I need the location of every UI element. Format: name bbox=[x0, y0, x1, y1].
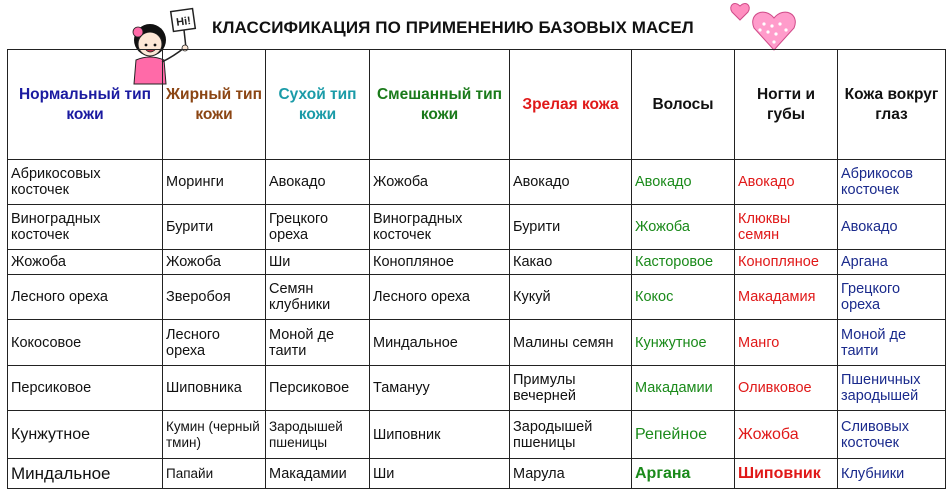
column-header: Нормальный тип кожи bbox=[8, 50, 163, 160]
table-cell: Миндальное bbox=[370, 320, 510, 366]
table-cell: Бурити bbox=[163, 205, 266, 250]
table-cell: Манго bbox=[735, 320, 838, 366]
table-cell: Ши bbox=[266, 250, 370, 275]
oils-classification-table bbox=[7, 49, 946, 489]
table-cell: Жожоба bbox=[735, 411, 838, 459]
table-cell: Аргана bbox=[632, 459, 735, 489]
table-cell: Моной де таити bbox=[266, 320, 370, 366]
table-cell: Примулы вечерней bbox=[510, 366, 632, 411]
table-cell: Шиповник bbox=[370, 411, 510, 459]
table-cell: Персиковое bbox=[8, 366, 163, 411]
table-cell: Тамануу bbox=[370, 366, 510, 411]
table-cell: Жожоба bbox=[163, 250, 266, 275]
table-row bbox=[8, 320, 946, 366]
table-cell: Зародышей пшеницы bbox=[510, 411, 632, 459]
table-cell: Моной де таити bbox=[838, 320, 946, 366]
table-cell: Оливковое bbox=[735, 366, 838, 411]
table-cell: Какао bbox=[510, 250, 632, 275]
table-cell: Авокадо bbox=[838, 205, 946, 250]
table-cell: Ши bbox=[370, 459, 510, 489]
table-cell: Грецкого ореха bbox=[838, 275, 946, 320]
table-cell: Бурити bbox=[510, 205, 632, 250]
table-cell: Кукуй bbox=[510, 275, 632, 320]
column-header: Ногти и губы bbox=[735, 50, 838, 160]
table-cell: Семян клубники bbox=[266, 275, 370, 320]
table-cell: Макадамии bbox=[266, 459, 370, 489]
table-cell: Абрикосовых косточек bbox=[8, 160, 163, 205]
table-row bbox=[8, 205, 946, 250]
table-row bbox=[8, 250, 946, 275]
table-cell: Грецкого ореха bbox=[266, 205, 370, 250]
table-cell: Зародышей пшеницы bbox=[266, 411, 370, 459]
table-cell: Конопляное bbox=[735, 250, 838, 275]
table-cell: Авокадо bbox=[735, 160, 838, 205]
table-cell: Клюквы семян bbox=[735, 205, 838, 250]
table-cell: Пшеничных зародышей bbox=[838, 366, 946, 411]
table-row bbox=[8, 160, 946, 205]
table-cell: Клубники bbox=[838, 459, 946, 489]
table-cell: Лесного ореха bbox=[370, 275, 510, 320]
table-row bbox=[8, 459, 946, 489]
table-row bbox=[8, 366, 946, 411]
column-header: Жирный тип кожи bbox=[163, 50, 266, 160]
table-cell: Жожоба bbox=[8, 250, 163, 275]
table-cell: Малины семян bbox=[510, 320, 632, 366]
page-title: КЛАССИФИКАЦИЯ ПО ПРИМЕНЕНИЮ БАЗОВЫХ МАСЕЛ bbox=[212, 18, 694, 37]
column-header: Волосы bbox=[632, 50, 735, 160]
column-header: Кожа вокруг глаз bbox=[838, 50, 946, 160]
table-cell: Репейное bbox=[632, 411, 735, 459]
table-cell: Абрикосов косточек bbox=[838, 160, 946, 205]
table-cell: Кокосовое bbox=[8, 320, 163, 366]
sign-board-icon bbox=[171, 9, 196, 48]
table-cell: Кунжутное bbox=[8, 411, 163, 459]
table-cell: Кокос bbox=[632, 275, 735, 320]
sign-text: Hi! bbox=[175, 14, 192, 29]
table-cell: Касторовое bbox=[632, 250, 735, 275]
table-row bbox=[8, 411, 946, 459]
table-cell: Кумин (черный тмин) bbox=[163, 411, 266, 459]
table-cell: Виноградных косточек bbox=[370, 205, 510, 250]
table-cell: Лесного ореха bbox=[163, 320, 266, 366]
table-cell: Марула bbox=[510, 459, 632, 489]
table-cell: Конопляное bbox=[370, 250, 510, 275]
table-cell: Жожоба bbox=[370, 160, 510, 205]
table-cell: Персиковое bbox=[266, 366, 370, 411]
table-cell: Жожоба bbox=[632, 205, 735, 250]
table-row bbox=[8, 275, 946, 320]
table-cell: Аргана bbox=[838, 250, 946, 275]
table-cell: Шиповник bbox=[735, 459, 838, 489]
table-cell: Авокадо bbox=[632, 160, 735, 205]
table-cell: Макадамии bbox=[632, 366, 735, 411]
column-header: Сухой тип кожи bbox=[266, 50, 370, 160]
column-header: Смешанный тип кожи bbox=[370, 50, 510, 160]
table-cell: Шиповника bbox=[163, 366, 266, 411]
table-cell: Моринги bbox=[163, 160, 266, 205]
table-header-row bbox=[8, 50, 946, 160]
column-header: Зрелая кожа bbox=[510, 50, 632, 160]
table-cell: Кунжутное bbox=[632, 320, 735, 366]
table-cell: Зверобоя bbox=[163, 275, 266, 320]
table-cell: Папайи bbox=[163, 459, 266, 489]
table-cell: Макадамия bbox=[735, 275, 838, 320]
table-cell: Лесного ореха bbox=[8, 275, 163, 320]
table-cell: Сливовых косточек bbox=[838, 411, 946, 459]
table-cell: Виноградных косточек bbox=[8, 205, 163, 250]
table-cell: Авокадо bbox=[266, 160, 370, 205]
table-cell: Миндальное bbox=[8, 459, 163, 489]
table-cell: Авокадо bbox=[510, 160, 632, 205]
